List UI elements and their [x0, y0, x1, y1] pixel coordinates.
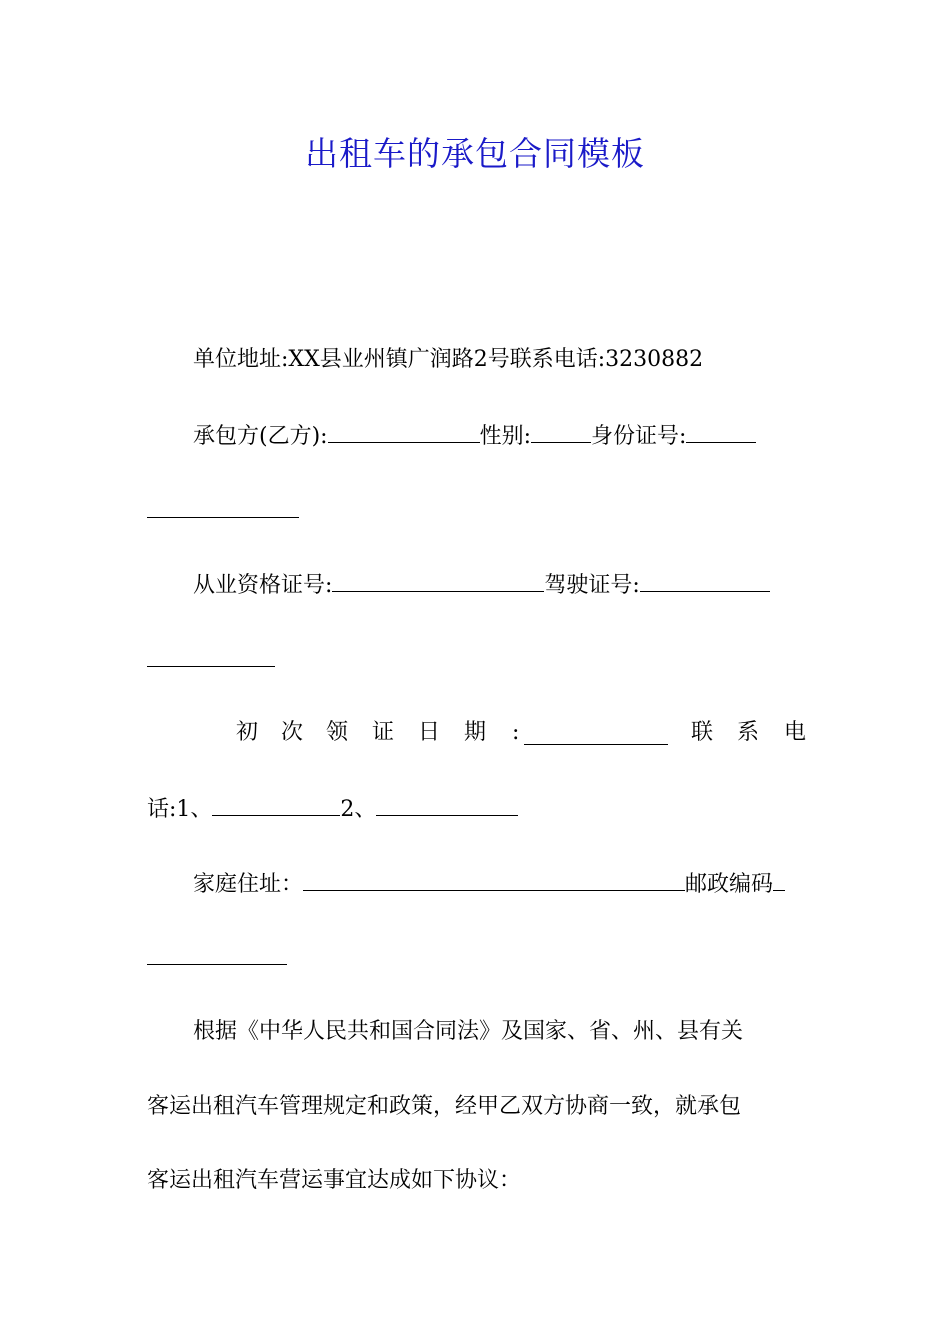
home-address-row — [193, 868, 785, 900]
contractor-name-blank[interactable] — [328, 420, 480, 443]
license-label: 驾驶证号: — [544, 573, 640, 598]
contractor-row — [193, 420, 756, 452]
unit-address: 单位地址:XX县业州镇广润路2号联系电话:3230882 — [193, 347, 704, 372]
paragraph-line: 客运出租汽车营运事宜达成如下协议： — [147, 1168, 522, 1193]
first-issue-char: 领 — [326, 720, 349, 745]
phone-char: 系 — [737, 720, 760, 745]
phone-cont-label: 话:1、 — [147, 797, 213, 822]
paragraph-line: 根据《中华人民共和国合同法》及国家、省、州、县有关 — [193, 1019, 744, 1044]
id-label: 身份证号: — [591, 424, 687, 449]
id-blank-continuation-row — [147, 495, 299, 527]
qualification-blank[interactable] — [332, 569, 544, 592]
first-issue-char: 期 — [464, 720, 487, 745]
first-issue-char: 次 — [281, 720, 304, 745]
first-issue-char: 日 — [418, 720, 441, 745]
license-blank-continuation-row — [147, 644, 275, 676]
gender-blank[interactable] — [531, 420, 591, 443]
first-issue-char: 证 — [372, 720, 395, 745]
postal-label: 邮政编码 — [685, 872, 774, 897]
phone-two-label: 2、 — [340, 797, 377, 822]
postal-blank[interactable] — [773, 868, 785, 891]
phone-row — [147, 793, 518, 825]
license-blank-continued[interactable] — [147, 644, 275, 667]
home-address-blank[interactable] — [303, 868, 685, 891]
first-issue-char: : — [512, 720, 520, 745]
qualification-label: 从业资格证号: — [193, 573, 333, 598]
contractor-label: 承包方(乙方): — [193, 424, 328, 449]
id-blank[interactable] — [686, 420, 756, 443]
phone-char: 电 — [784, 720, 807, 745]
paragraph-line: 客运出租汽车管理规定和政策，经甲乙双方协商一致，就承包 — [147, 1094, 742, 1119]
postal-blank-continued[interactable] — [147, 942, 287, 965]
phone-char: 联 — [691, 720, 714, 745]
document-title: 出租车的承包合同模板 — [305, 134, 645, 173]
phone-one-blank[interactable] — [212, 793, 340, 816]
first-issue-date-blank[interactable] — [524, 722, 668, 745]
license-blank[interactable] — [640, 569, 770, 592]
qualification-row — [193, 569, 770, 601]
first-issue-char: 初 — [236, 720, 259, 745]
postal-blank-continuation-row — [147, 942, 287, 974]
phone-two-blank[interactable] — [376, 793, 518, 816]
gender-label: 性别: — [479, 424, 532, 449]
home-label: 家庭住址： — [193, 872, 304, 897]
id-blank-continued[interactable] — [147, 495, 299, 518]
